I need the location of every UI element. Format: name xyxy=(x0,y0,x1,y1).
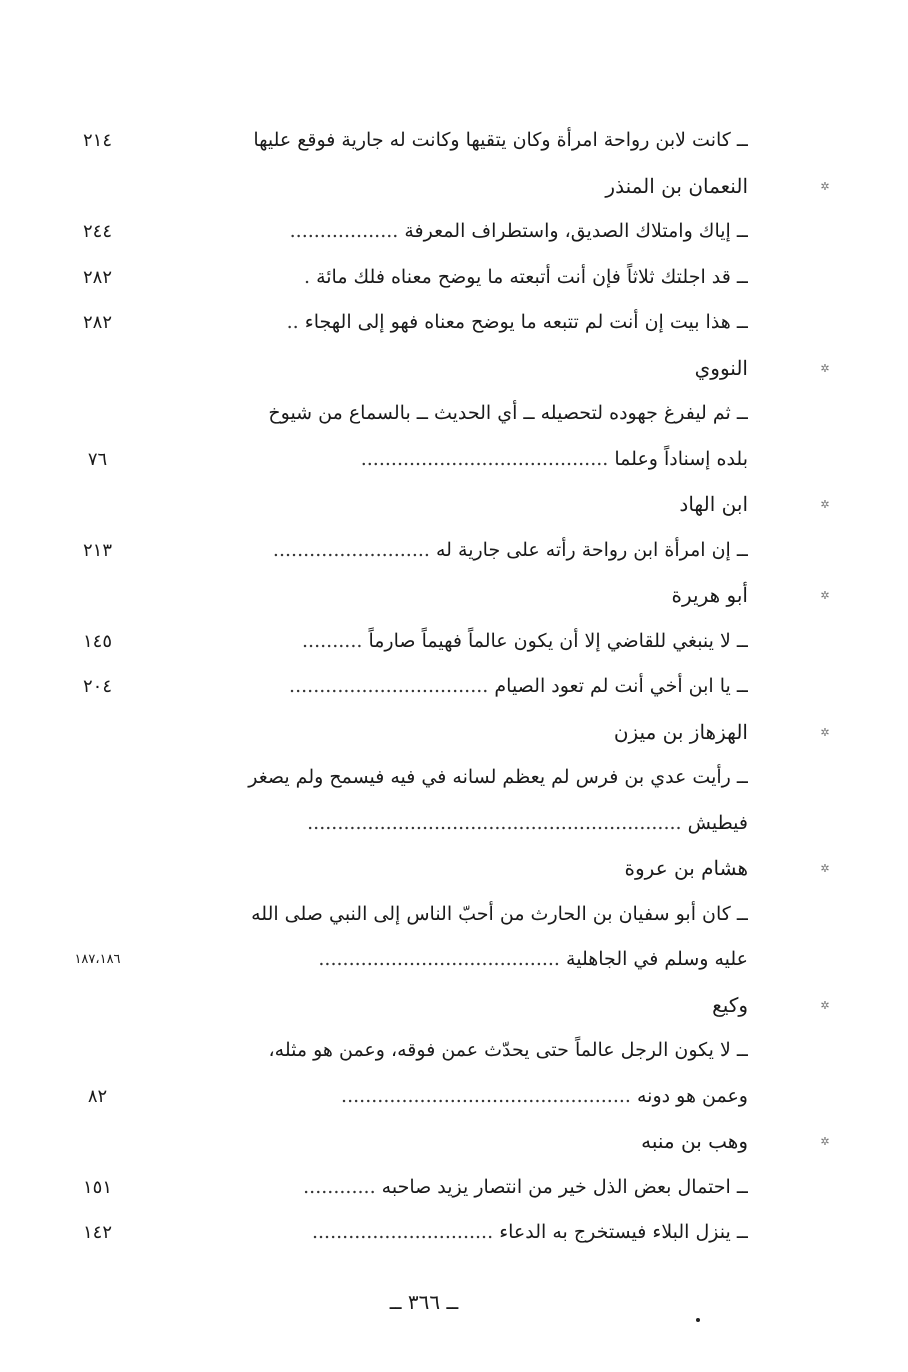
page-reference: ١٤٢ xyxy=(82,1222,112,1243)
asterisk-icon: ✲ xyxy=(820,1135,830,1148)
quote-text xyxy=(150,528,748,574)
leader-dots: ......................................... xyxy=(360,447,609,470)
asterisk-icon: ✲ xyxy=(820,498,830,511)
quote-text xyxy=(150,300,748,346)
asterisk-icon: ✲ xyxy=(820,361,830,375)
leader-dots: .......... xyxy=(302,629,363,652)
page-reference: ٢٨٢ xyxy=(82,312,112,333)
entry-list xyxy=(40,118,840,1256)
quote-line xyxy=(40,892,840,938)
narrator-name: هشام بن عروة xyxy=(624,856,748,880)
quote-text-content: فيطيش xyxy=(687,811,748,834)
quote-text xyxy=(150,937,748,983)
quote-text xyxy=(150,1074,748,1120)
quote-text-content: ــ لا ينبغي للقاضي إلا أن يكون عالماً فهيماً صارماً xyxy=(368,629,748,652)
narrator-heading xyxy=(40,846,840,892)
quote-text xyxy=(150,209,748,255)
quote-text xyxy=(150,755,748,801)
quote-text xyxy=(150,1028,748,1074)
quote-text-content: ــ كانت لابن رواحة امرأة وكان يتقيها وكانت له جارية فوقع عليها xyxy=(253,129,748,151)
page-reference: ٢٤٤ xyxy=(82,221,112,242)
quote-text xyxy=(150,892,748,938)
quote-text-content: ــ لا يكون الرجل عالماً حتى يحدّث عمن فوقه، وعمن هو مثله، xyxy=(268,1039,748,1061)
page-reference: ٢١٣ xyxy=(82,539,112,561)
page-reference: ١٤٥ xyxy=(82,630,112,652)
leader-dots: ................................. xyxy=(289,675,489,697)
quote-text xyxy=(150,1210,748,1256)
narrator-heading xyxy=(40,573,840,619)
quote-text-content: عليه وسلم في الجاهلية xyxy=(566,948,748,970)
narrator-name: أبو هريرة xyxy=(671,583,748,607)
quote-text-content: ــ هذا بيت إن أنت لم تتبعه ما يوضح معناه فهو إلى الهجاء xyxy=(304,311,748,333)
page-reference: ٧٦ xyxy=(87,448,108,470)
quote-line xyxy=(40,118,840,164)
leader-dots: ................................................ xyxy=(341,1084,631,1107)
quote-text-content: ــ رأيت عدي بن فرس لم يعظم لسانه في فيه فيسمح ولم يصغر xyxy=(248,766,748,788)
quote-text xyxy=(150,437,748,483)
quote-text xyxy=(150,118,748,164)
quote-text-content: ــ يا ابن أخي أنت لم تعود الصيام xyxy=(494,675,748,697)
page-reference: ١٨٧،١٨٦ xyxy=(74,952,121,967)
narrator-heading xyxy=(40,710,840,756)
narrator-name: النووي xyxy=(694,355,748,380)
narrator-heading xyxy=(40,164,840,210)
quote-line xyxy=(40,209,840,255)
quote-text xyxy=(150,391,748,437)
quote-text xyxy=(150,664,748,710)
leader-dots: .......................... xyxy=(272,538,430,561)
quote-line xyxy=(40,1165,840,1211)
page-reference: ٢١٤ xyxy=(82,130,112,151)
quote-line xyxy=(40,664,840,710)
quote-line xyxy=(40,528,840,574)
quote-line xyxy=(40,755,840,801)
quote-text-content: ــ إياك وامتلاك الصديق، واستطراف المعرفة xyxy=(404,220,748,242)
quote-text xyxy=(150,255,748,301)
ink-speck xyxy=(696,1318,700,1322)
leader-dots: .................. xyxy=(289,220,399,242)
quote-text xyxy=(150,619,748,665)
asterisk-icon: ✲ xyxy=(820,725,830,739)
leader-dots: ........................................ xyxy=(318,948,560,970)
narrator-name: وكيع xyxy=(712,992,748,1017)
narrator-name: وهب بن منبه xyxy=(641,1129,748,1153)
asterisk-icon: ✲ xyxy=(820,589,830,602)
quote-line xyxy=(40,619,840,665)
page-reference: ٨٢ xyxy=(87,1085,108,1107)
asterisk-icon: ✲ xyxy=(820,862,830,875)
quote-text-content: بلده إسناداً وعلما xyxy=(614,447,748,470)
quote-text xyxy=(150,801,748,847)
quote-text-content: ــ ينزل البلاء فيستخرج به الدعاء xyxy=(499,1221,748,1243)
page-reference: ٢٠٤ xyxy=(82,676,112,697)
quote-text-content: ــ قد اجلتك ثلاثاً فإن أنت أتبعته ما يوضح معناه فلك مائة xyxy=(316,265,748,288)
quote-text-content: ــ كان أبو سفيان بن الحارث من أحبّ الناس إلى النبي صلى الله xyxy=(251,902,748,925)
asterisk-icon: ✲ xyxy=(820,998,830,1012)
quote-text-content: ــ احتمال بعض الذل خير من انتصار يزيد صاحبه xyxy=(381,1175,748,1198)
narrator-heading xyxy=(40,1119,840,1165)
leader-dots: .............................................................. xyxy=(307,811,682,834)
leader-dots: .............................. xyxy=(311,1221,494,1243)
asterisk-icon: ✲ xyxy=(820,179,830,193)
quote-line xyxy=(40,300,840,346)
quote-text-content: ــ إن امرأة ابن رواحة رأته على جارية له xyxy=(436,538,748,561)
quote-line xyxy=(40,391,840,437)
quote-line xyxy=(40,1028,840,1074)
leader-dots: ............ xyxy=(303,1175,376,1198)
narrator-heading xyxy=(40,983,840,1029)
page-number: ــ ٣٦٦ ــ xyxy=(389,1290,459,1314)
leader-dots: . xyxy=(303,265,311,288)
page-reference: ٢٨٢ xyxy=(82,266,112,288)
quote-line xyxy=(40,937,840,983)
quote-line xyxy=(40,255,840,301)
quote-text xyxy=(150,1165,748,1211)
narrator-name: ابن الهاد xyxy=(679,492,748,516)
page-reference: ١٥١ xyxy=(82,1176,112,1198)
quote-line xyxy=(40,801,840,847)
quote-text-content: وعمن هو دونه xyxy=(637,1084,748,1107)
quote-line xyxy=(40,1210,840,1256)
leader-dots: .. xyxy=(286,311,299,333)
narrator-heading xyxy=(40,482,840,528)
narrator-heading xyxy=(40,346,840,392)
quote-line xyxy=(40,437,840,483)
quote-text-content: ــ ثم ليفرغ جهوده لتحصيله ــ أي الحديث ــ بالسماع من شيوخ xyxy=(268,402,748,424)
narrator-name: الهزهاز بن ميزن xyxy=(613,719,748,744)
quote-line xyxy=(40,1074,840,1120)
narrator-name: النعمان بن المنذر xyxy=(605,173,748,198)
